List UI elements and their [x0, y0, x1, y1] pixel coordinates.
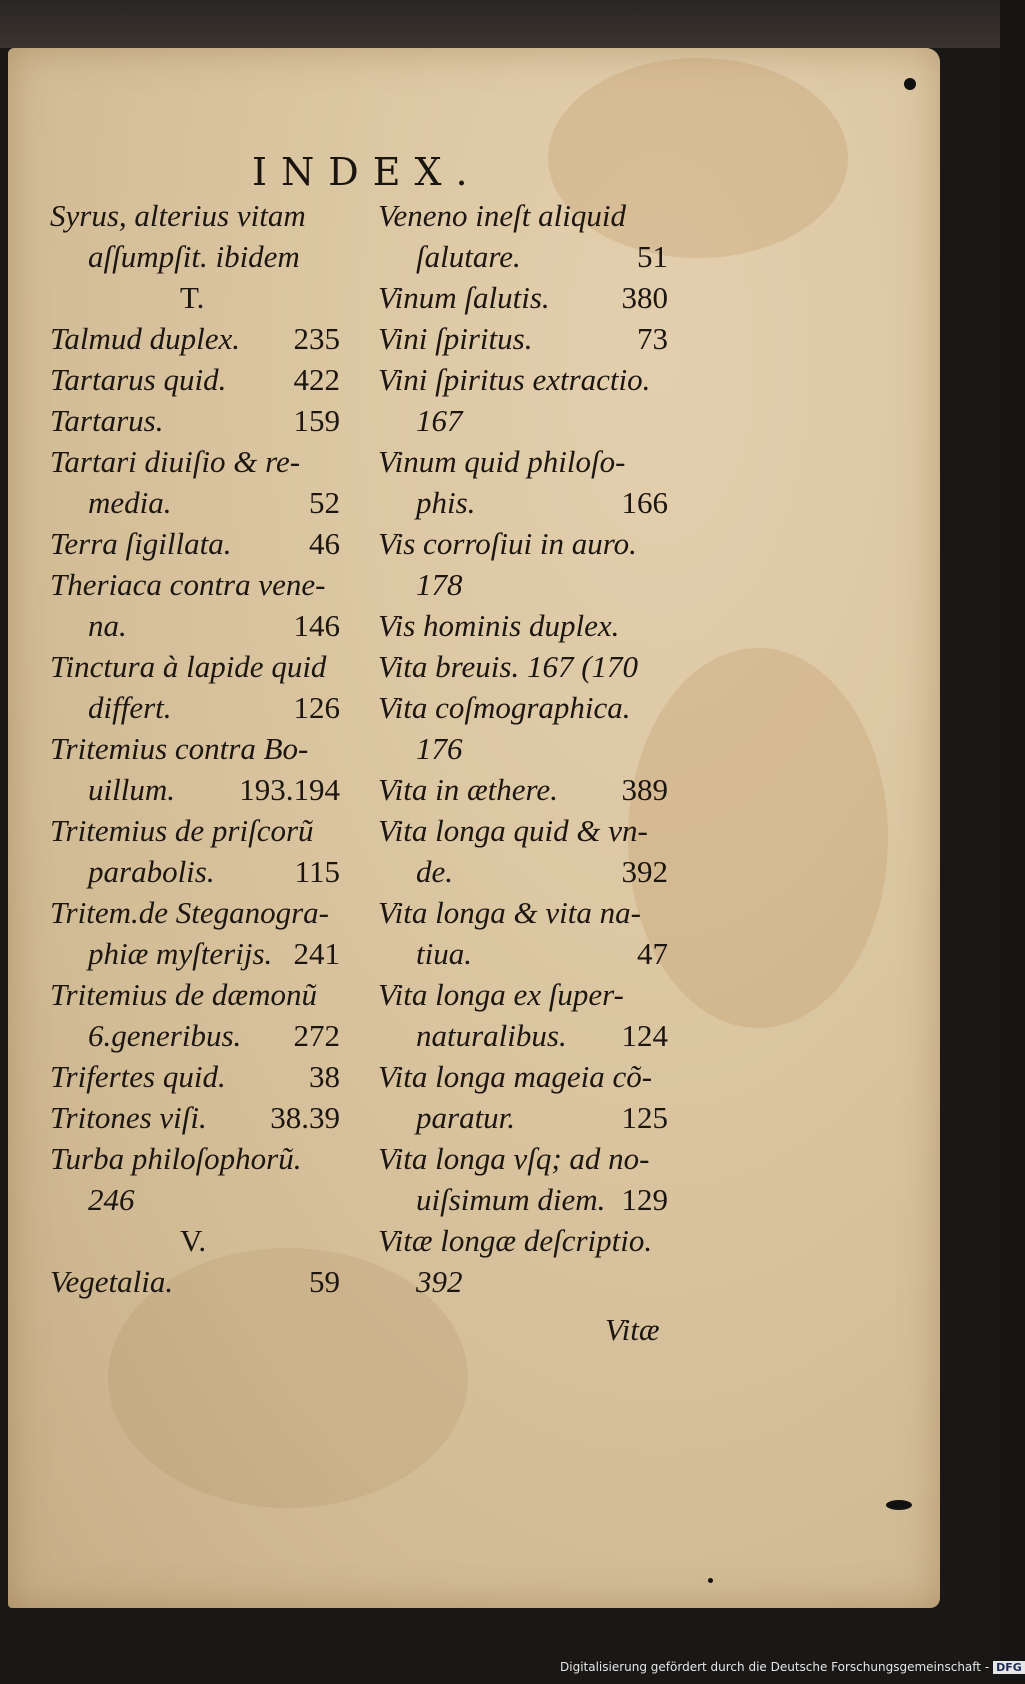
entry-text: Vita breuis. 167 (170	[378, 649, 639, 684]
entry-text: phiæ myſterijs.	[88, 936, 273, 971]
page-reference: 59	[309, 1264, 340, 1299]
page-reference: 73	[637, 321, 668, 356]
entry-text: Tartarus.	[50, 403, 164, 438]
index-entry-line	[378, 729, 668, 770]
index-entry-line	[378, 647, 668, 688]
index-entry-line	[50, 237, 340, 278]
entry-text: Tritemius contra Bo-	[50, 731, 309, 766]
index-entry-line	[50, 893, 340, 934]
index-entry-line	[50, 278, 340, 319]
index-entry-line	[50, 1180, 340, 1221]
index-entry-line	[378, 1057, 668, 1098]
index-entry-line	[50, 647, 340, 688]
page-reference: 241	[293, 936, 340, 971]
entry-text: Turba philoſophorũ.	[50, 1141, 302, 1176]
index-entry-line	[50, 1016, 340, 1057]
index-entry-line	[378, 934, 668, 975]
left-index-column	[50, 196, 340, 1303]
entry-text: 392	[416, 1264, 463, 1299]
entry-text: Tartarus quid.	[50, 362, 227, 397]
section-letter: T.	[180, 280, 205, 315]
page-reference: 38	[309, 1059, 340, 1094]
page-reference: 389	[621, 772, 668, 807]
entry-text: Tritem.de Steganogra-	[50, 895, 329, 930]
ink-blot	[886, 1500, 912, 1510]
index-entry-line	[378, 1098, 668, 1139]
page-reference: 115	[294, 854, 340, 889]
entry-text: Tartari diuiſio & re-	[50, 444, 301, 479]
index-entry-line	[50, 442, 340, 483]
index-entry-line	[378, 770, 668, 811]
entry-text: differt.	[88, 690, 172, 725]
index-entry-line	[378, 1139, 668, 1180]
entry-text: na.	[88, 608, 127, 643]
credit-text: Digitalisierung gefördert durch die Deutsche Forschungsgemeinschaft -	[560, 1660, 990, 1674]
page-reference: 51	[637, 239, 668, 274]
page-reference: 126	[293, 690, 340, 725]
index-entry-line	[378, 442, 668, 483]
entry-text: Vita coſmographica.	[378, 690, 631, 725]
entry-text: Vita longa quid & vn-	[378, 813, 648, 848]
entry-text: Syrus, alterius vitam	[50, 198, 306, 233]
page-reference: 46	[309, 526, 340, 561]
page-reference: 392	[621, 854, 668, 889]
ink-blot	[708, 1578, 713, 1583]
index-entry-line	[50, 1098, 340, 1139]
entry-text: Vinum ſalutis.	[378, 280, 550, 315]
section-letter: V.	[180, 1223, 207, 1258]
entry-text: 178	[416, 567, 463, 602]
index-entry-line	[378, 483, 668, 524]
index-entry-line	[50, 1139, 340, 1180]
entry-text: Terra ſigillata.	[50, 526, 232, 561]
index-entry-line	[50, 319, 340, 360]
index-entry-line	[50, 811, 340, 852]
index-entry-line	[378, 1180, 668, 1221]
page-reference: 159	[293, 403, 340, 438]
entry-text: parabolis.	[88, 854, 215, 889]
entry-text: aſſumpſit. ibidem	[88, 239, 300, 274]
index-entry-line	[50, 1221, 340, 1262]
entry-text: Vinum quid philoſo-	[378, 444, 626, 479]
ink-blot	[904, 78, 916, 90]
index-entry-line	[50, 975, 340, 1016]
index-entry-line	[378, 319, 668, 360]
page-reference: 146	[293, 608, 340, 643]
entry-text: Tritemius de priſcorũ	[50, 813, 314, 848]
index-entry-line	[50, 524, 340, 565]
catchword: Vitæ	[605, 1312, 660, 1347]
entry-text: 6.generibus.	[88, 1018, 242, 1053]
index-entry-line	[378, 360, 668, 401]
index-entry-line	[50, 729, 340, 770]
page-reference: 129	[621, 1182, 668, 1217]
index-entry-line	[378, 1016, 668, 1057]
index-entry-line	[378, 1221, 668, 1262]
right-index-column	[378, 196, 668, 1303]
running-head: INDEX.	[252, 150, 482, 194]
page-reference: 52	[309, 485, 340, 520]
entry-text: tiua.	[416, 936, 472, 971]
index-entry-line	[378, 401, 668, 442]
page-reference: 193.194	[239, 772, 340, 807]
entry-text: naturalibus.	[416, 1018, 567, 1053]
page-reference: 47	[637, 936, 668, 971]
entry-text: Tritones viſi.	[50, 1100, 207, 1135]
index-entry-line	[378, 893, 668, 934]
entry-text: Vitæ longæ deſcriptio.	[378, 1223, 653, 1258]
page-reference: 166	[621, 485, 668, 520]
entry-text: Trifertes quid.	[50, 1059, 226, 1094]
entry-text: phis.	[416, 485, 476, 520]
page-reference: 272	[293, 1018, 340, 1053]
entry-text: Vegetalia.	[50, 1264, 174, 1299]
index-entry-line	[378, 565, 668, 606]
entry-text: Vita longa vſq; ad no-	[378, 1141, 650, 1176]
entry-text: paratur.	[416, 1100, 516, 1135]
index-entry-line	[50, 770, 340, 811]
entry-text: Veneno ineſt aliquid	[378, 198, 626, 233]
entry-text: Vita longa & vita na-	[378, 895, 641, 930]
dfg-logo: DFG	[993, 1661, 1025, 1674]
index-entry-line	[50, 1262, 340, 1303]
index-entry-line	[378, 196, 668, 237]
page-reference: 235	[293, 321, 340, 356]
entry-text: Talmud duplex.	[50, 321, 241, 356]
entry-text: Vis hominis duplex.	[378, 608, 620, 643]
entry-text: Vita longa ex ſuper-	[378, 977, 624, 1012]
index-entry-line	[50, 1057, 340, 1098]
page-reference: 125	[621, 1100, 668, 1135]
index-entry-line	[378, 852, 668, 893]
page-top-edge	[0, 0, 1000, 48]
page-reference: 124	[621, 1018, 668, 1053]
index-entry-line	[378, 278, 668, 319]
entry-text: Vini ſpiritus extractio.	[378, 362, 651, 397]
page-reference: 422	[293, 362, 340, 397]
index-entry-line	[50, 852, 340, 893]
index-entry-line	[50, 483, 340, 524]
index-entry-line	[378, 811, 668, 852]
entry-text: Tritemius de dæmonũ	[50, 977, 317, 1012]
index-entry-line	[50, 360, 340, 401]
index-entry-line	[378, 688, 668, 729]
index-entry-line	[378, 1262, 668, 1303]
entry-text: de.	[416, 854, 454, 889]
index-entry-line	[50, 196, 340, 237]
page-reference: 380	[621, 280, 668, 315]
entry-text: 246	[88, 1182, 135, 1217]
index-entry-line	[50, 565, 340, 606]
index-entry-line	[378, 524, 668, 565]
index-entry-line	[378, 606, 668, 647]
index-entry-line	[50, 688, 340, 729]
entry-text: Theriaca contra vene-	[50, 567, 326, 602]
entry-text: Vis corroſiui in auro.	[378, 526, 637, 561]
entry-text: Vita in æthere.	[378, 772, 558, 807]
entry-text: uillum.	[88, 772, 175, 807]
entry-text: media.	[88, 485, 172, 520]
index-entry-line	[50, 606, 340, 647]
entry-text: uiſsimum diem.	[416, 1182, 606, 1217]
index-entry-line	[378, 237, 668, 278]
entry-text: 176	[416, 731, 463, 766]
entry-text: Vita longa mageia cõ-	[378, 1059, 653, 1094]
entry-text: Tinctura à lapide quid	[50, 649, 327, 684]
entry-text: Vini ſpiritus.	[378, 321, 533, 356]
index-entry-line	[50, 934, 340, 975]
digitization-credit	[560, 1660, 1022, 1680]
entry-text: 167	[416, 403, 463, 438]
index-entry-line	[378, 975, 668, 1016]
index-entry-line	[50, 401, 340, 442]
page-reference: 38.39	[270, 1100, 340, 1135]
entry-text: ſalutare.	[416, 239, 521, 274]
